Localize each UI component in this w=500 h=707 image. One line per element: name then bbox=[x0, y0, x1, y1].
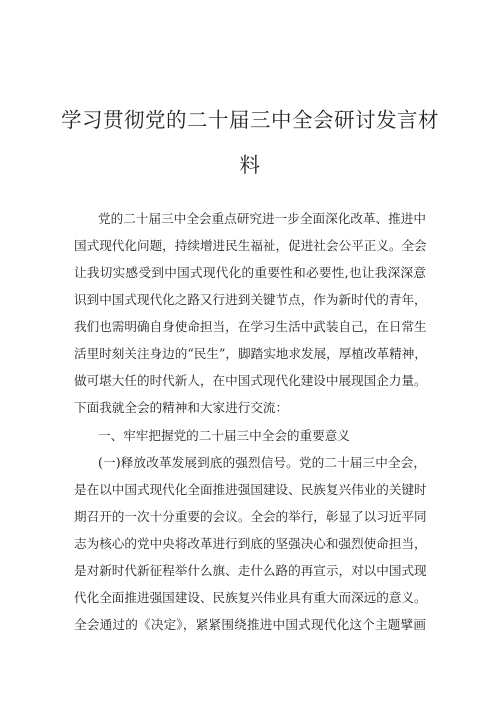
body-line: 让我切实感受到中国式现代化的重要性和必要性,也让我深深意 bbox=[74, 265, 426, 280]
body-line: (一)释放改革发展到底的强烈信号。党的二十届三中全会， bbox=[98, 455, 426, 470]
body-line: 是在以中国式现代化全面推进强国建设、民族复兴伟业的关键时 bbox=[74, 482, 427, 497]
body-line: 是对新时代新征程举什么旗、走什么路的再宣示，对以中国式现 bbox=[74, 563, 427, 578]
body-line: 全会通过的《决定》，紧紧围绕推进中国式现代化这个主题擘画 bbox=[74, 617, 426, 632]
body-line: 我们也需明确自身使命担当，在学习生活中武装自己，在日常生 bbox=[74, 319, 427, 334]
body-line: 期召开的一次十分重要的会议。全会的举行，彰显了以习近平同 bbox=[74, 509, 427, 524]
body-line: 活里时刻关注身边的“民生”，脚踏实地求发展，厚植改革精神， bbox=[74, 346, 427, 361]
body-line: 代化全面推进强国建设、民族复兴伟业具有重大而深远的意义。 bbox=[74, 590, 427, 605]
body-line: 志为核心的党中央将改革进行到底的坚强决心和强烈使命担当， bbox=[74, 536, 427, 551]
document-title-line-1: 学习贯彻党的二十届三中全会研讨发言材 bbox=[61, 108, 439, 132]
body-line: 国式现代化问题，持续增进民生福祉，促进社会公平正义。全会 bbox=[74, 238, 427, 253]
body-line: 党的二十届三中全会重点研究进一步全面深化改革、推进中 bbox=[98, 211, 426, 226]
section-heading: 一、牢牢把握党的二十届三中全会的重要意义 bbox=[98, 428, 350, 443]
body-line: 识到中国式现代化之路又行进到关键节点，作为新时代的青年， bbox=[74, 292, 427, 307]
body-line: 下面我就全会的精神和大家进行交流： bbox=[74, 400, 289, 415]
document-title-line-2: 料 bbox=[239, 153, 261, 177]
body-line: 做可堪大任的时代新人，在中国式现代化建设中展现国企力量。 bbox=[74, 373, 427, 388]
